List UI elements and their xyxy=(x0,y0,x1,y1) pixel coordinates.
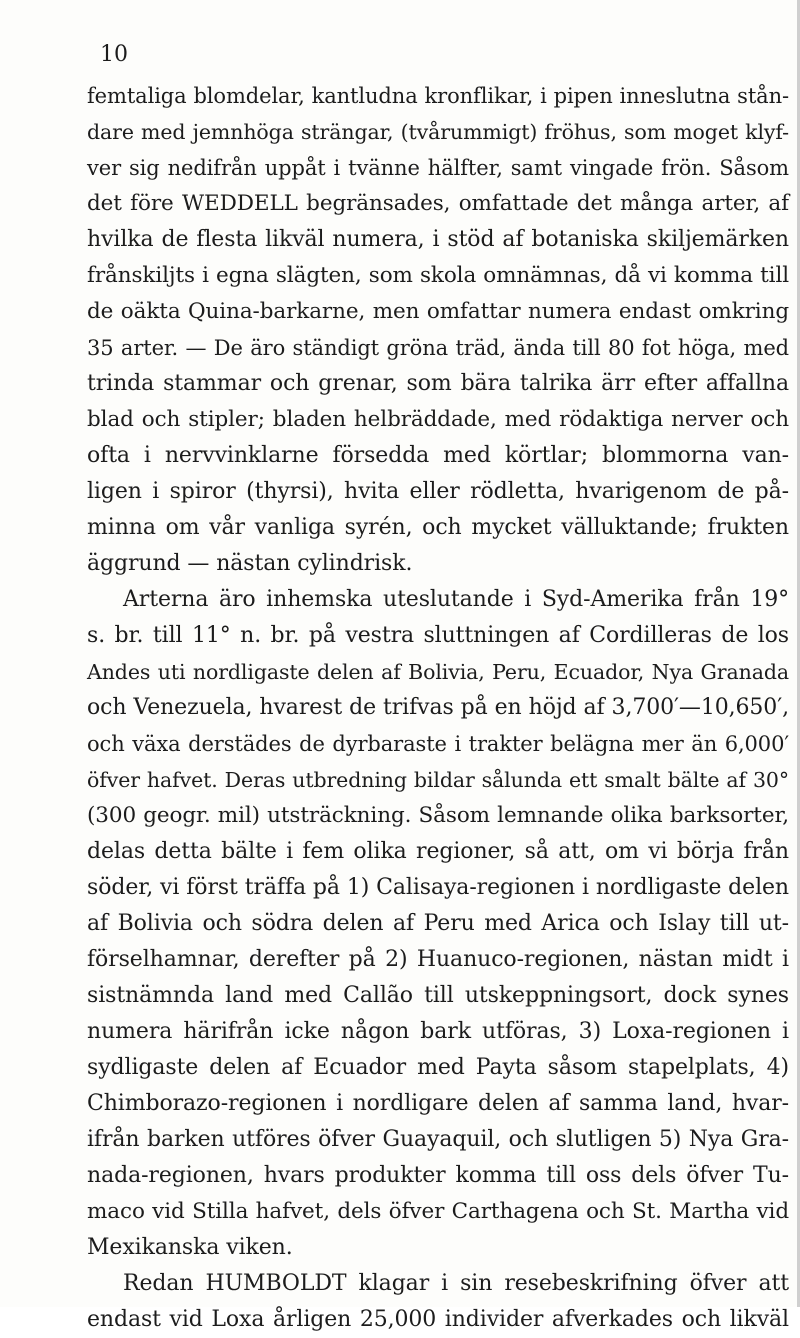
text-line: och växa derstädes de dyrbaraste i trakter belägna mer än 6,000′ xyxy=(87,732,789,756)
text-line: Andes uti nordligaste delen af Bolivia, Peru, Ecuador, Nya Granada xyxy=(87,660,789,684)
text-line: de oäkta Quina-barkarne, men omfattar numera endast omkring xyxy=(87,299,789,324)
text-line: Redan HUMBOLDT klagar i sin resebeskrifning öfver att xyxy=(123,1271,789,1296)
text-line: blad och stipler; bladen helbräddade, med rödaktiga nerver och xyxy=(87,407,789,432)
text-line: (300 geogr. mil) utsträckning. Såsom lemnande olika barksorter, xyxy=(87,803,789,828)
text-line: delas detta bälte i fem olika regioner, så att, om vi börja från xyxy=(87,839,789,864)
text-line: och Venezuela, hvarest de trifvas på en höjd af 3,700′—10,650′, xyxy=(87,695,789,720)
text-line: endast vid Loxa årligen 25,000 individer afverkades och likväl xyxy=(87,1307,789,1332)
text-line: ligen i spiror (thyrsi), hvita eller rödletta, hvarigenom de på- xyxy=(87,479,789,504)
text-line: s. br. till 11° n. br. på vestra sluttningen af Cordilleras de los xyxy=(87,623,789,648)
text-line: 35 arter. — De äro ständigt gröna träd, ända till 80 fot höga, med xyxy=(87,336,789,360)
text-line: Arterna äro inhemska uteslutande i Syd-Amerika från 19° xyxy=(123,587,789,612)
text-line: Mexikanska viken. xyxy=(87,1235,293,1260)
text-line: söder, vi först träffa på 1) Calisaya-regionen i nordligaste delen xyxy=(87,875,789,900)
text-line: ver sig nedifrån uppåt i tvänne hälfter, samt vingade frön. Såsom xyxy=(87,156,789,180)
text-line: det före WEDDELL begränsades, omfattade det många arter, af xyxy=(87,191,789,216)
text-line: minna om vår vanliga syrén, och mycket välluktande; frukten xyxy=(87,515,789,540)
text-line: af Bolivia och södra delen af Peru med Arica och Islay till ut- xyxy=(87,911,789,936)
text-line: dare med jemnhöga strängar, (tvårummigt) fröhus, som moget klyf- xyxy=(87,120,789,144)
text-line: sydligaste delen af Ecuador med Payta såsom stapelplats, 4) xyxy=(87,1055,789,1080)
text-line: ofta i nervvinklarne försedda med körtlar; blommorna van- xyxy=(87,443,789,468)
text-line: öfver hafvet. Deras utbredning bildar sålunda ett smalt bälte af 30° xyxy=(87,768,789,792)
text-line: trinda stammar och grenar, som bära talrika ärr efter affallna xyxy=(87,371,789,396)
text-line: förselhamnar, derefter på 2) Huanuco-regionen, nästan midt i xyxy=(87,947,789,972)
text-line: sistnämnda land med Callão till utskeppningsort, dock synes xyxy=(87,983,789,1008)
page-number: 10 xyxy=(100,42,128,67)
text-line: hvilka de flesta likväl numera, i stöd af botaniska skiljemärken xyxy=(87,227,789,252)
text-line: Chimborazo-regionen i nordligare delen af samma land, hvar- xyxy=(87,1091,789,1116)
text-line: numera härifrån icke någon bark utföras, 3) Loxa-regionen i xyxy=(87,1019,789,1044)
text-line: frånskiljts i egna slägten, som skola omnämnas, då vi komma till xyxy=(87,263,789,288)
text-line: ifrån barken utföres öfver Guayaquil, och slutligen 5) Nya Gra- xyxy=(87,1127,789,1152)
text-line: äggrund — nästan cylindrisk. xyxy=(87,551,413,576)
body-text xyxy=(87,78,789,1338)
text-line: nada-regionen, hvars produkter komma till oss dels öfver Tu- xyxy=(87,1163,789,1188)
text-line: maco vid Stilla hafvet, dels öfver Carthagena och St. Martha vid xyxy=(87,1199,789,1224)
text-line: femtaliga blomdelar, kantludna kronflikar, i pipen inneslutna stån- xyxy=(87,84,789,108)
